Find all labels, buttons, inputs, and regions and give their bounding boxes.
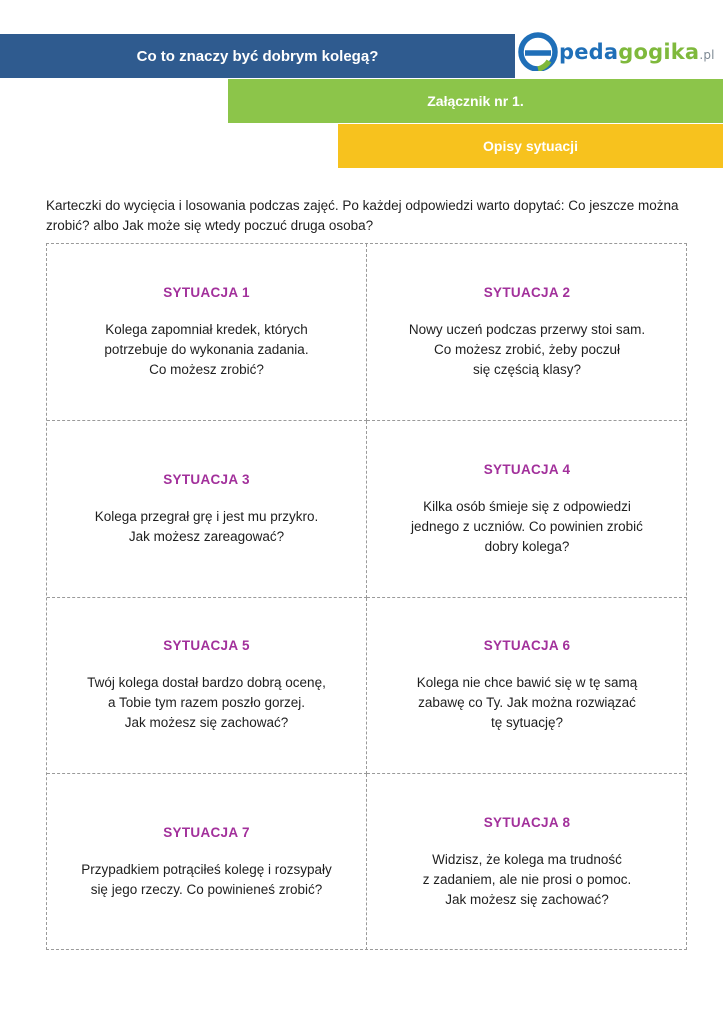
logo-part-2: gogika: [618, 40, 700, 64]
subtitle-label: Opisy sytuacji: [483, 138, 578, 154]
attachment-bar: [228, 79, 723, 123]
situation-cards-grid: [46, 243, 687, 950]
logo-suffix: .pl: [699, 48, 715, 62]
situation-card-title: SYTUACJA 8: [483, 814, 571, 830]
situation-card-text: Kolega zapomniał kredek, których potrzebuje do wykonania zadania. Co możesz zrobić?: [104, 321, 309, 377]
epedagogika-logo: [518, 30, 723, 72]
situation-card-7: [47, 774, 367, 950]
situation-card-4: [367, 421, 687, 598]
situation-card-2: [367, 244, 687, 421]
situation-card-3: [47, 421, 367, 598]
situation-card-title: SYTUACJA 2: [483, 284, 571, 300]
situation-card-text: Widzisz, że kolega ma trudność z zadaniem, ale nie prosi o pomoc. Jak możesz się zachować?: [422, 851, 632, 907]
situation-card-text: Twój kolega dostał bardzo dobrą ocenę, a Tobie tym razem poszło gorzej. Jak możesz się zachować?: [87, 675, 326, 730]
situation-card-8: [367, 774, 687, 950]
situation-card-title: SYTUACJA 5: [163, 638, 250, 653]
logo-part-1: peda: [559, 40, 619, 64]
intro-text: Karteczki do wycięcia i losowania podczas zajęć. Po każdej odpowiedzi warto dopytać: Co jeszcze można zrobić? albo Jak może się wtedy poczuć druga osoba?: [46, 198, 679, 233]
situation-card-5: [47, 598, 367, 774]
attachment-label: Załącznik nr 1.: [427, 93, 524, 109]
situation-card-title: SYTUACJA 4: [483, 461, 571, 477]
situation-card-title: SYTUACJA 7: [163, 824, 250, 840]
situation-card-text: Kolega przegrał grę i jest mu przykro. Jak możesz zareagować?: [94, 508, 319, 544]
situation-card-text: Nowy uczeń podczas przerwy stoi sam. Co możesz zrobić, żeby poczuł się częścią klasy?: [408, 321, 646, 377]
situation-card-1: [47, 244, 367, 421]
situation-card-title: SYTUACJA 6: [483, 638, 571, 653]
subtitle-bar: [338, 124, 723, 168]
logo-wordmark: [559, 40, 715, 64]
situation-card-text: Kilka osób śmieje się z odpowiedzi jednego z uczniów. Co powinien zrobić dobry kolega?: [411, 498, 643, 554]
logo-e-icon: [518, 31, 558, 71]
document-title-bar: [0, 34, 515, 78]
situation-card-6: [367, 598, 687, 774]
situation-card-text: Przypadkiem potrąciłeś kolegę i rozsypały się jego rzeczy. Co powinieneś zrobić?: [81, 861, 332, 897]
situation-card-title: SYTUACJA 3: [163, 471, 250, 487]
situation-card-text: Kolega nie chce bawić się w tę samą zabawę co Ty. Jak można rozwiązać tę sytuację?: [416, 675, 638, 730]
situation-card-title: SYTUACJA 1: [163, 284, 250, 300]
document-title: Co to znaczy być dobrym kolegą?: [136, 47, 379, 65]
